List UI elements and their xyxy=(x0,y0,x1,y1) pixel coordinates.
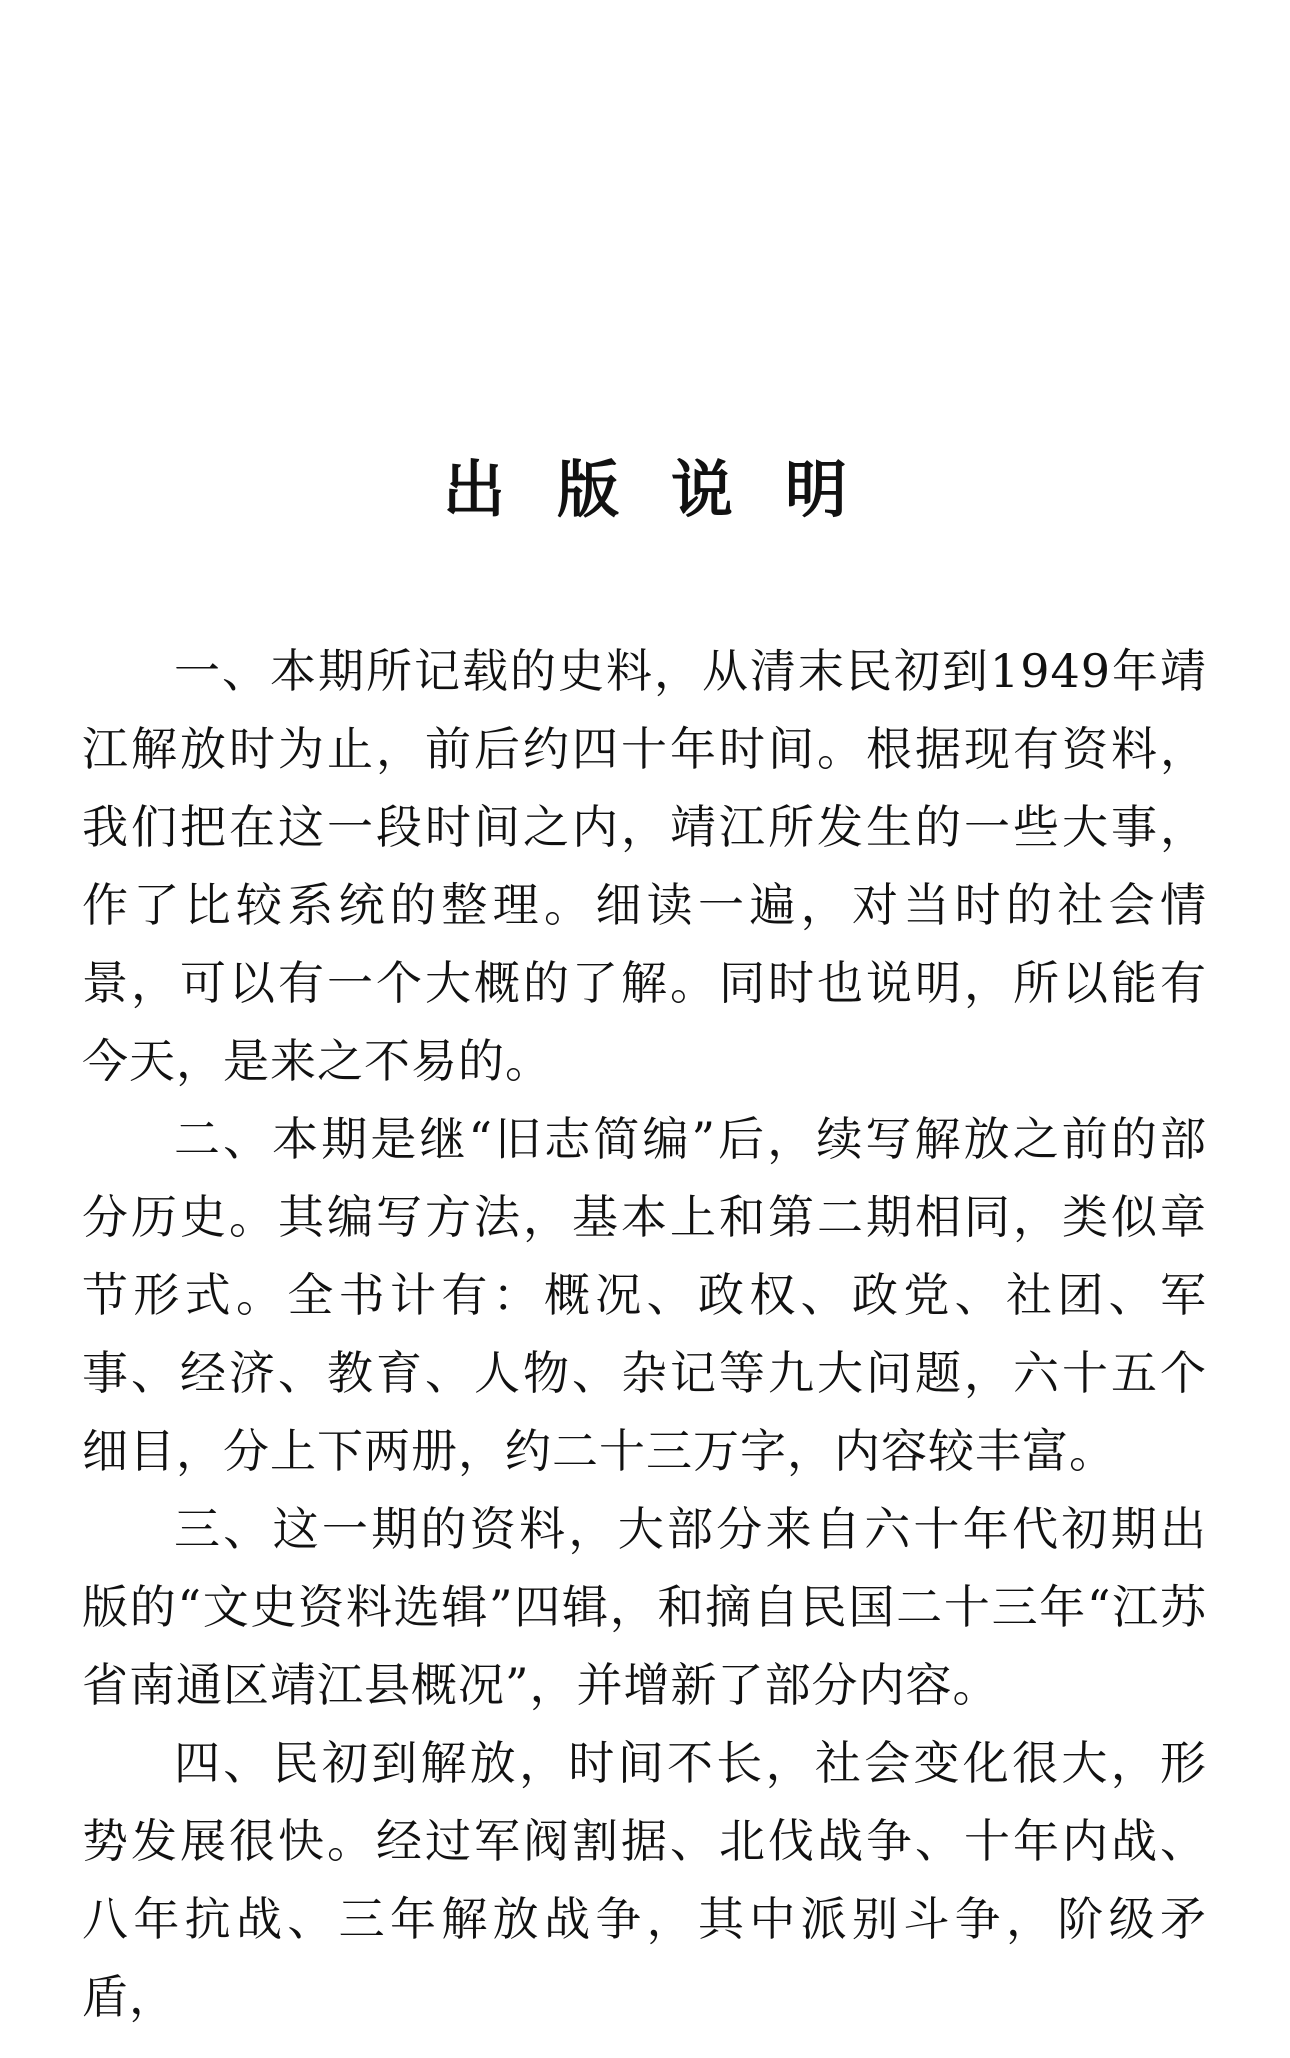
page-title: 出版说明 xyxy=(442,453,899,526)
document-body xyxy=(82,632,1207,2036)
paragraph-1: 一、本期所记载的史料，从清末民初到1949年靖江解放时为止，前后约四十年时间。根据现有资料，我们把在这一段时间之内，靖江所发生的一些大事，作了比较系统的整理。细读一遍，对当时的社会情景，可以有一个大概的了解。同时也说明，所以能有今天，是来之不易的。 xyxy=(82,644,1207,1088)
paragraph-2: 二、本期是继“旧志简编”后，续写解放之前的部分历史。其编写方法，基本上和第二期相同，类似章节形式。全书计有：概况、政权、政党、社团、军事、经济、教育、人物、杂记等九大问题，六十五个细目，分上下两册，约二十三万字，内容较丰富。 xyxy=(82,1112,1207,1478)
paragraph-4: 四、民初到解放，时间不长，社会变化很大，形势发展很快。经过军阀割据、北伐战争、十年内战、八年抗战、三年解放战争，其中派别斗争，阶级矛盾， xyxy=(82,1736,1207,2024)
paragraph-3: 三、这一期的资料，大部分来自六十年代初期出版的“文史资料选辑”四辑，和摘自民国二十三年“江苏省南通区靖江县概况”，并增新了部分内容。 xyxy=(82,1502,1207,1712)
